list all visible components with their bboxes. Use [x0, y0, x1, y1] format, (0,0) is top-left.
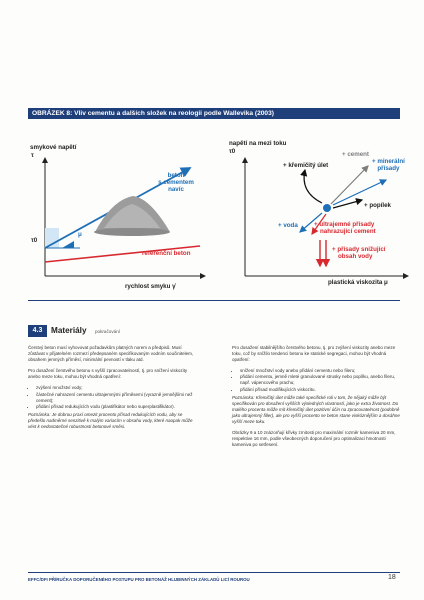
section-subtitle: pokračování: [95, 329, 121, 334]
note: Poznámka: Je dobrou praxí omezit procento přísad redukujících vodu, aby se předešlo nadměrné senzitivě k malým variacím v obsahu vody, které naopak může vést k nedostatečné robustnosti betonové směsi.: [28, 411, 193, 430]
right-column: [232, 345, 400, 453]
right-y-symbol: τ0: [229, 148, 236, 155]
list-item: • částečné nahrazení cementu ultrajemnými příměsemi (vyrazně jemnějšími než cement);: [36, 392, 196, 404]
reference-point: [323, 204, 331, 212]
paragraph: Obrázky 9 a 10 znázorňují křivky zrnitosti pro maximální rozměr kameniva 20 mm, respektive 16 mm, podle všeobecných doporučení pro optimalizaci hmotnosti kameniva po setřesení.: [232, 430, 396, 448]
cement-arrow: [331, 166, 368, 204]
series-cement-label: beton s cementem navíc: [158, 172, 194, 194]
list-item: • přidání přísad redukujících vodu (plastifikátor nebo superplastifikátor).: [36, 404, 196, 410]
left-mu: μ: [78, 231, 82, 238]
note: Poznámka: Křemičitý úlet může také specifické roli v tom, že nějaký může být specifikován pro dosažení vyšších výsledných vlastností, jako je extra životnost. Do malého procenta může mít křemičitý úlet pozitivní účin na zpracovatelnost (podobně jako ultrajemný filler), ale pro vyšší procento se beton stane viskóznějším a dosáhne vyšší meze toku.: [232, 394, 400, 425]
label-silica-fume: + křemičitý úlet: [283, 162, 329, 169]
label-water: + voda: [278, 222, 298, 229]
list-item: • snížení množství vody anebo přidání cementu nebo fileru;: [240, 368, 400, 374]
right-y-label: napětí na mezi toku: [229, 140, 287, 147]
series-reference-label: referenční beton: [142, 250, 191, 257]
footer-rule: [28, 572, 400, 573]
right-x-label: plastická viskozita μ: [328, 279, 388, 286]
figure-title: OBRÁZEK 8: Vliv cementu a dalších složek na reologii podle Wallevika (2003): [28, 108, 400, 119]
left-tau0: τ0: [31, 237, 38, 244]
left-y-symbol: τ: [31, 152, 34, 159]
label-admixtures: + přísady snižující obsah vody: [332, 246, 386, 261]
label-minerals: + minerální přísady: [372, 158, 405, 173]
page-number: 18: [388, 574, 396, 581]
list-item: • přidání přísad modifikujících viskozitu.: [240, 387, 400, 393]
fly-ash-arrow: [333, 200, 362, 208]
left-x-label: rychlost smyku γ̇: [125, 283, 176, 290]
label-ultrafine: + ultrajemné přísady nahrazující cement: [314, 221, 376, 236]
paragraph: Čerstvý beton musí vyhovovat požadavkům platných norem a předpisů. Musí zůstávat v přijatelném rozmezí předepsaném specifikovaným vodním součinitelem, obsahem jemných příměsí, minimální pevností v tlaku atd.: [28, 345, 194, 363]
label-cement: + cement: [342, 151, 369, 158]
left-column: [28, 345, 196, 435]
left-y-label: smykové napětí: [30, 144, 77, 151]
section-title: Materiály: [51, 326, 87, 335]
label-fly-ash: + popílek: [364, 202, 391, 209]
footer-text: EFFC/DFI PŘÍRUČKA DOPORUČENÉHO POSTUPU PRO BETONÁŽ HLUBINNÝCH ZÁKLADŮ LICÍ ROUROU: [28, 577, 250, 582]
measures-list: [28, 385, 196, 409]
section-number: 4.3: [28, 325, 47, 337]
paragraph: Pro dosažení čerstvého betonu s vyšší zpracovatelností, tj. pro snížení viskozity anebo meze toku, mohou být vhodná opatření:: [28, 368, 188, 380]
silica-fume-arrow: [304, 170, 322, 203]
list-item: • zvýšení množství vody;: [36, 385, 196, 391]
paragraph: Pro dosažení stabilnějšího čerstvého betonu, tj. pro zvýšení viskozity anebo meze toku, což by snížilo tendenci betonu ke statické segregaci, mohou být vhodná opatření:: [232, 345, 396, 363]
figure-bottom-rule: [28, 300, 400, 301]
cement-pile-image: [94, 196, 170, 236]
mu-triangle: [62, 241, 74, 248]
list-item: • přidání cementu, jemně mleté granulované strusky nebo popílku, anebo fileru, např. vápencového prachu;: [240, 374, 400, 386]
measures-list: [232, 368, 400, 392]
